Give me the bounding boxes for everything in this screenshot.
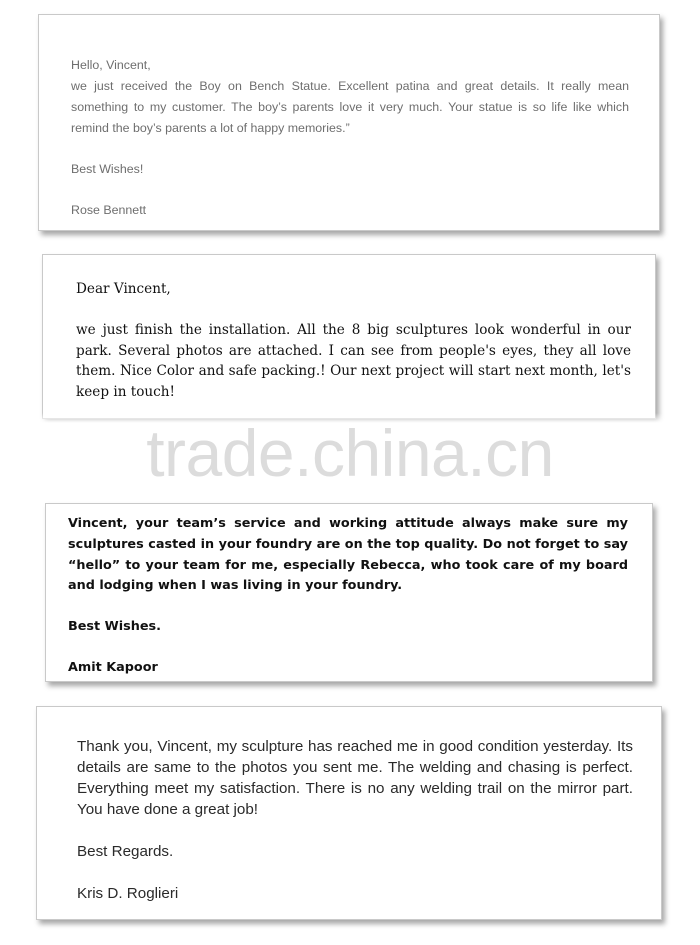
closing: Best Wishes! [71, 162, 144, 176]
signature: Rose Bennett [71, 203, 147, 217]
testimonial-card-2 [42, 254, 656, 419]
signature: Kris D. Roglieri [77, 885, 179, 902]
testimonial-body: Vincent, your team’s service and working attitude always make sure my sculptures casted in your foundry are on the top quality. Do not forget to say “hello” to your team for me, especially Rebecca, who took care of my board and lodging when I was living in your foundry. [68, 516, 628, 594]
greeting: Dear Vincent, [76, 281, 171, 297]
watermark: trade.china.cn [0, 413, 700, 493]
greeting: Hello, Vincent, [71, 58, 151, 72]
closing: Best Regards. [77, 843, 174, 860]
signature: Amit Kapoor [68, 659, 158, 675]
testimonial-body: we just finish the installation. All the 8 big sculptures look wonderful in our park. Several photos are attached. I can see from people's eyes, they all love them. Nice Color and safe packing.! Our next project will start next month, let's keep in touch! [76, 321, 631, 401]
testimonial-card-4 [36, 706, 662, 920]
testimonial-body: Thank you, Vincent, my sculpture has reached me in good condition yesterday. Its details are same to the photos you sent me. The welding and chasing is perfect. Everything meet my satisfaction. There is no any welding trail on the mirror part. You have done a great job! [77, 738, 633, 818]
closing: Best Wishes. [68, 619, 162, 635]
testimonial-body: we just received the Boy on Bench Statue. Excellent patina and great details. It really mean something to my customer. The boy’s parents love it very much. Your statue is so life like which remind the boy’s parents a lot of happy memories.” [71, 79, 629, 135]
testimonial-card-1 [38, 14, 660, 231]
testimonial-card-3 [45, 503, 653, 682]
